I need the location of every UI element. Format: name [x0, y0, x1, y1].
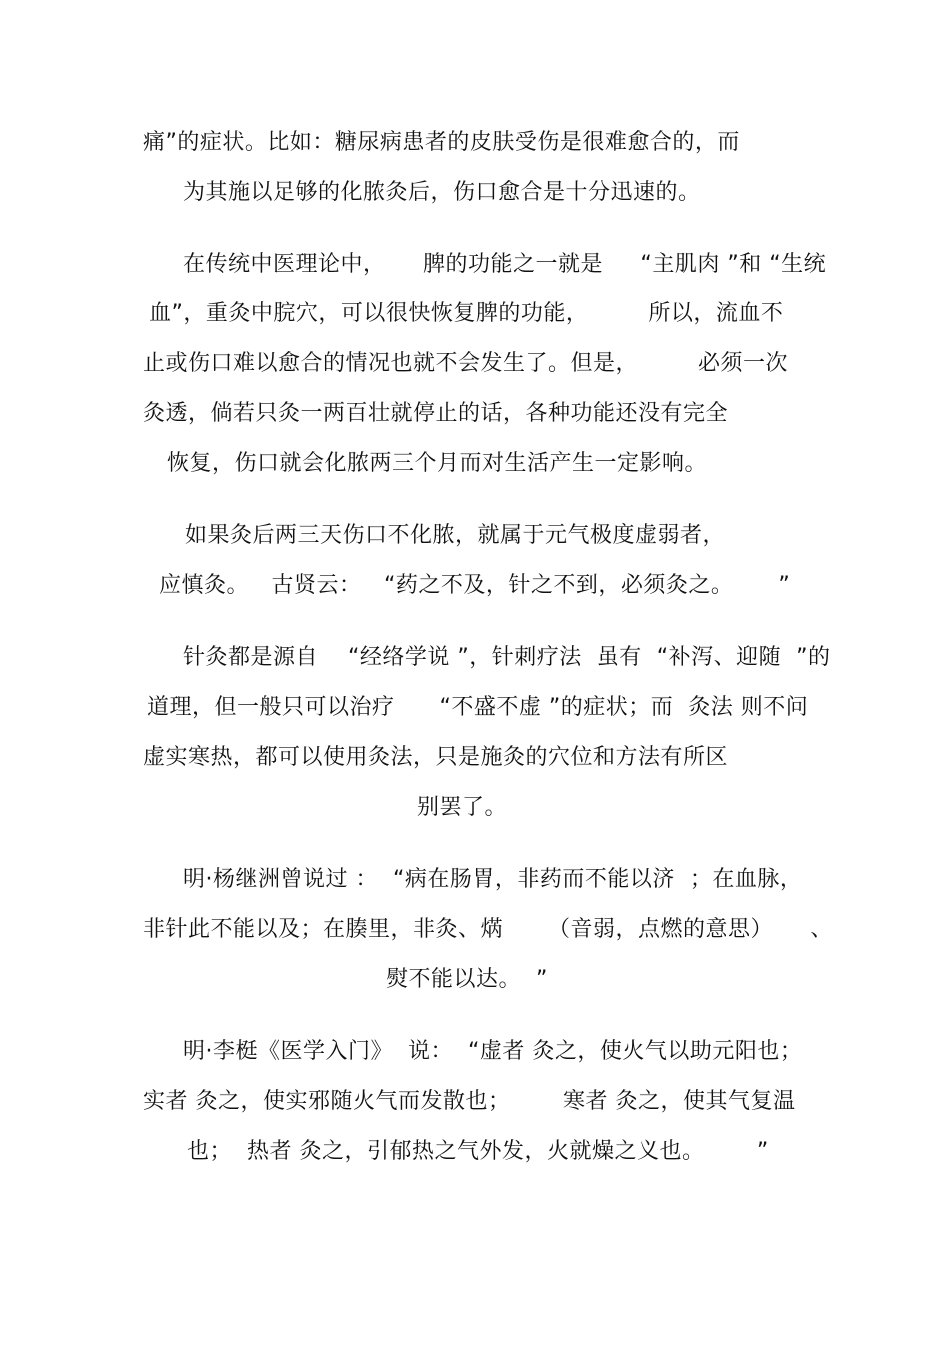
text-line-8: 如果灸后两三天伤口不化脓，就属于元气极度虚弱者， [185, 523, 726, 548]
text-line-13: 别罢了。 [417, 795, 508, 820]
text-line-9: 应慎灸。 古贤云： “药之不及，针之不到，必须灸之。 ” [159, 573, 791, 598]
text-line-5: 止或伤口难以愈合的情况也就不会发生了。但是， 必须一次 [143, 351, 788, 376]
text-line-19: 也； 热者 灸之，引郁热之气外发，火就燥之义也。 ” [187, 1139, 769, 1164]
text-line-14: 明·杨继洲曾说过 ： “病在肠胃，非药而不能以济 ；在血脉， [183, 867, 803, 892]
text-line-15: 非针此不能以及；在腠里，非灸、焫 （音弱，点燃的意思） 、 [143, 917, 833, 942]
text-line-11: 道理，但一般只可以治疗 “不盛不虚 ”的症状；而 灸法 则不问 [147, 695, 809, 720]
text-line-12: 虚实寒热，都可以使用灸法，只是施灸的穴位和方法有所区 [143, 745, 729, 770]
text-line-17: 明·李梃《医学入门》 说： “虚者 灸之，使火气以助元阳也； [183, 1039, 803, 1064]
text-line-16: 熨不能以达。 ” [386, 967, 548, 992]
text-line-2: 为其施以足够的化脓灸后，伤口愈合是十分迅速的。 [183, 180, 701, 205]
text-line-6: 灸透，倘若只灸一两百壮就停止的话，各种功能还没有完全 [143, 401, 729, 426]
text-line-3: 在传统中医理论中， 脾的功能之一就是 “主肌肉 ”和 “生统 [183, 252, 827, 277]
text-line-4: 血”，重灸中脘穴，可以很快恢复脾的功能， 所以，流血不 [149, 301, 784, 326]
text-line-10: 针灸都是源自 “经络学说 ”，针刺疗法 虽有 “补泻、迎随 ”的 [183, 645, 831, 670]
text-line-1: 痛”的症状。比如：糖尿病患者的皮肤受伤是很难愈合的，而 [143, 130, 740, 155]
text-line-7: 恢复，伤口就会化脓两三个月而对生活产生一定影响。 [167, 451, 708, 476]
text-line-18: 实者 灸之，使实邪随火气而发散也； 寒者 灸之，使其气复温 [143, 1089, 796, 1114]
